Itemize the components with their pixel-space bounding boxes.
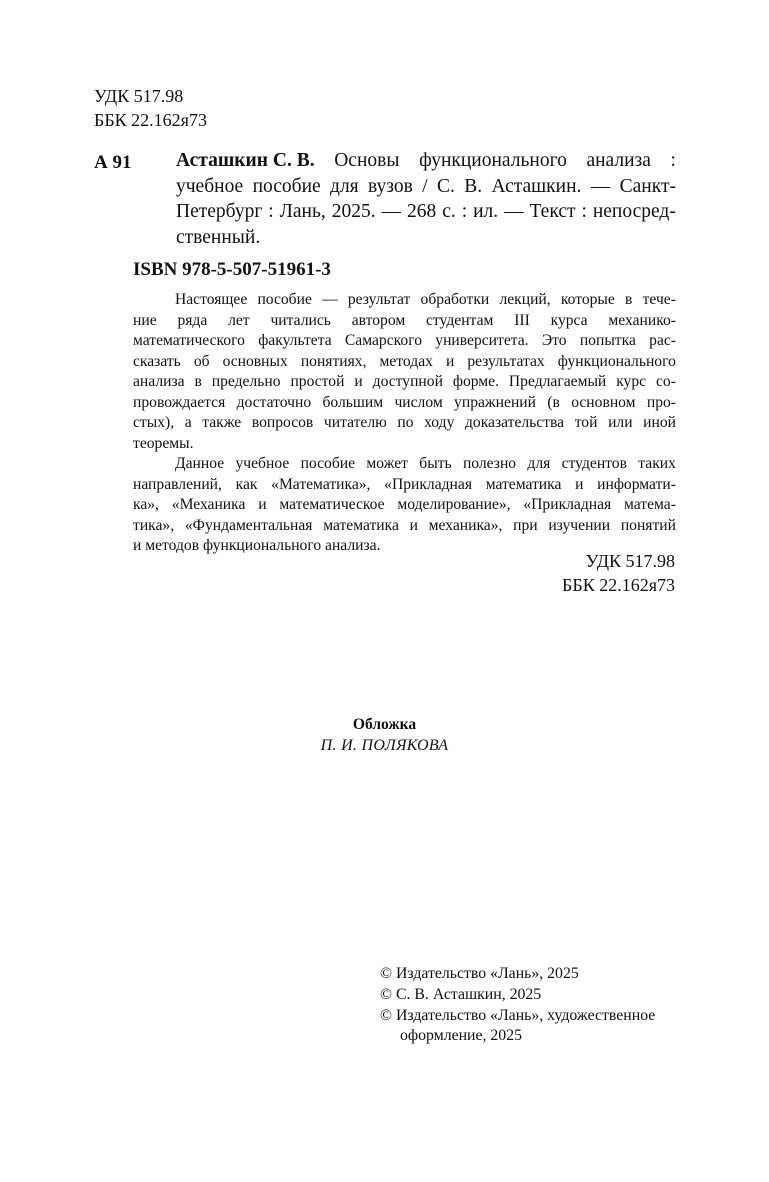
word: Основы — [334, 150, 400, 171]
word: упражнений — [454, 393, 536, 411]
word: понятиях, — [300, 352, 367, 370]
word: или — [608, 414, 633, 431]
word: лекций, — [499, 291, 551, 308]
copyright-line: оформление, 2025 — [400, 1027, 522, 1045]
bbk-code: ББК 22.162я73 — [94, 110, 207, 130]
author-mark: А 91 — [94, 152, 132, 173]
word: учебное — [235, 455, 290, 472]
word: изучении — [548, 516, 611, 534]
word: университета. — [435, 332, 529, 349]
word: «Механика — [171, 496, 246, 513]
word: — — [590, 175, 611, 197]
isbn: ISBN 978-5-507-51961-3 — [133, 259, 331, 280]
word: доступной — [372, 373, 443, 390]
word: механико- — [608, 311, 676, 329]
entry-line — [176, 148, 676, 174]
word: и — [354, 373, 363, 390]
author-name: Асташкин С. В. — [176, 150, 315, 171]
word: рас- — [649, 332, 676, 349]
copyright-line: © Издательство «Лань», художественное — [380, 1006, 656, 1024]
word: вопросов — [251, 414, 314, 431]
word: и — [575, 475, 584, 493]
word: читателю — [323, 414, 387, 431]
word: «Фундаментальная — [184, 516, 313, 534]
word: Санкт- — [619, 175, 676, 197]
word: математика — [485, 475, 562, 493]
word: В. — [464, 175, 483, 197]
word: при — [513, 516, 538, 534]
word: математического — [133, 332, 245, 349]
word: в — [194, 373, 202, 390]
abstract-line — [133, 311, 676, 332]
word: обработки — [420, 291, 490, 308]
word: пособие — [300, 455, 356, 472]
word: направлений, — [133, 475, 222, 493]
word: — — [504, 201, 524, 223]
word: «Математика», — [271, 475, 371, 493]
abstract-line: и методов функционального анализа. — [133, 537, 381, 554]
abstract — [133, 290, 676, 557]
word: учебное — [176, 175, 244, 197]
word: тика», — [133, 516, 175, 534]
word: 268 — [407, 201, 437, 223]
word: как — [235, 475, 258, 493]
word: функционального — [557, 352, 676, 370]
word: : — [268, 201, 274, 223]
word: курса — [550, 311, 588, 329]
word: той — [574, 414, 598, 431]
cover-label: Обложка — [352, 716, 417, 733]
word: доказательства — [464, 414, 565, 431]
abstract-line — [133, 393, 676, 414]
word: предельно — [211, 373, 281, 390]
abstract-line — [133, 413, 676, 434]
word: вузов — [368, 175, 413, 197]
word: 2025. — [331, 201, 376, 223]
abstract-line — [133, 454, 676, 475]
word: также — [202, 414, 242, 431]
word: функционального — [419, 150, 567, 171]
word: непосред- — [592, 201, 676, 223]
abstract-line — [133, 475, 676, 496]
entry-line — [176, 225, 676, 251]
udk-code: УДК 517.98 — [94, 86, 184, 106]
word: ка», — [133, 496, 159, 513]
word: провождается — [133, 393, 226, 411]
word: и — [445, 352, 455, 370]
abstract-line — [133, 516, 676, 537]
word: ил. — [473, 201, 499, 223]
word: читались — [270, 311, 331, 329]
udk-code: УДК 517.98 — [585, 551, 675, 571]
word: результат — [347, 291, 411, 308]
word: числом — [394, 393, 443, 411]
word: : — [670, 150, 676, 171]
word: механика», — [428, 516, 503, 534]
word: попытка — [579, 332, 636, 349]
word: анализа — [133, 373, 185, 390]
word: основном — [571, 393, 636, 411]
word: Лань, — [279, 201, 326, 223]
bibliographic-entry — [176, 148, 676, 250]
word: пособие — [257, 291, 312, 308]
word: : — [581, 201, 587, 223]
word: Петербург — [176, 201, 263, 223]
abstract-line — [133, 290, 676, 311]
word: по — [397, 414, 414, 431]
copyright-block — [380, 964, 655, 1047]
word: «Прикладная — [523, 496, 612, 513]
word: / — [422, 175, 428, 197]
word: студентов — [561, 455, 627, 472]
word: об — [193, 352, 210, 370]
copyright-line: © С. В. Асташкин, 2025 — [380, 985, 542, 1003]
word: форме. — [452, 373, 499, 390]
word: про- — [646, 393, 676, 411]
word: Настоящее — [175, 291, 248, 308]
word: «Прикладная — [384, 475, 472, 493]
word: — — [381, 201, 402, 223]
bbk-code: ББК 22.162я73 — [562, 575, 675, 595]
word: пособие — [252, 175, 321, 197]
abstract-line — [133, 495, 676, 516]
word: достаточно — [236, 393, 312, 411]
abstract-line — [133, 331, 676, 352]
word: : — [461, 201, 468, 223]
word: основных — [222, 352, 288, 370]
word: ние — [133, 311, 157, 329]
word: С. — [437, 175, 455, 197]
word: и — [409, 516, 418, 534]
word: таких — [638, 455, 676, 472]
word: с. — [442, 201, 456, 223]
word: Предлагаемый — [508, 373, 607, 390]
abstract-line: теоремы. — [133, 434, 194, 452]
word: математическое — [279, 496, 385, 513]
word: понятий — [620, 516, 676, 534]
word: большим — [322, 393, 384, 411]
word: ходу — [424, 414, 455, 431]
word: простой — [290, 373, 345, 390]
word: (в — [547, 393, 560, 411]
word: Самарского — [344, 332, 423, 349]
word: Текст — [529, 201, 576, 223]
word: полезно — [462, 455, 517, 472]
word: Это — [541, 332, 567, 349]
word: факультета — [258, 332, 332, 349]
word: — — [322, 291, 338, 308]
word: ряда — [177, 311, 208, 329]
word: а — [184, 414, 192, 431]
word: результатах — [467, 352, 545, 370]
word: курс — [616, 373, 647, 390]
word: III — [514, 311, 530, 329]
word: Асташкин. — [491, 175, 582, 197]
word: информати- — [597, 475, 676, 493]
right-classification — [562, 549, 675, 597]
word: анализа — [586, 150, 651, 171]
copyright-line: © Издательство «Лань», 2025 — [380, 965, 579, 982]
word: студентам — [426, 311, 494, 329]
word: стых), — [133, 414, 175, 431]
word: в — [625, 291, 633, 308]
word: моделирование», — [397, 496, 511, 513]
entry-text: ственный. — [176, 226, 261, 248]
abstract-line — [133, 352, 676, 373]
word: иной — [643, 414, 676, 431]
word: для — [527, 455, 551, 472]
word: автором — [351, 311, 406, 329]
entry-line — [176, 199, 676, 225]
word: со- — [655, 373, 676, 390]
word: Данное — [175, 455, 225, 472]
word: лет — [228, 311, 250, 329]
word: матема- — [624, 496, 676, 513]
word: может — [366, 455, 408, 472]
top-classification — [94, 84, 207, 132]
word: которые — [560, 291, 615, 308]
word: методах — [379, 352, 433, 370]
word: тече- — [642, 291, 676, 308]
word: быть — [419, 455, 452, 472]
abstract-line — [133, 372, 676, 393]
word: сказать — [133, 352, 181, 370]
word: для — [330, 175, 359, 197]
word: и — [258, 496, 267, 513]
cover-designer: П. И. ПОЛЯКОВА — [320, 737, 449, 754]
word: математика — [323, 516, 399, 534]
entry-line — [176, 174, 676, 200]
